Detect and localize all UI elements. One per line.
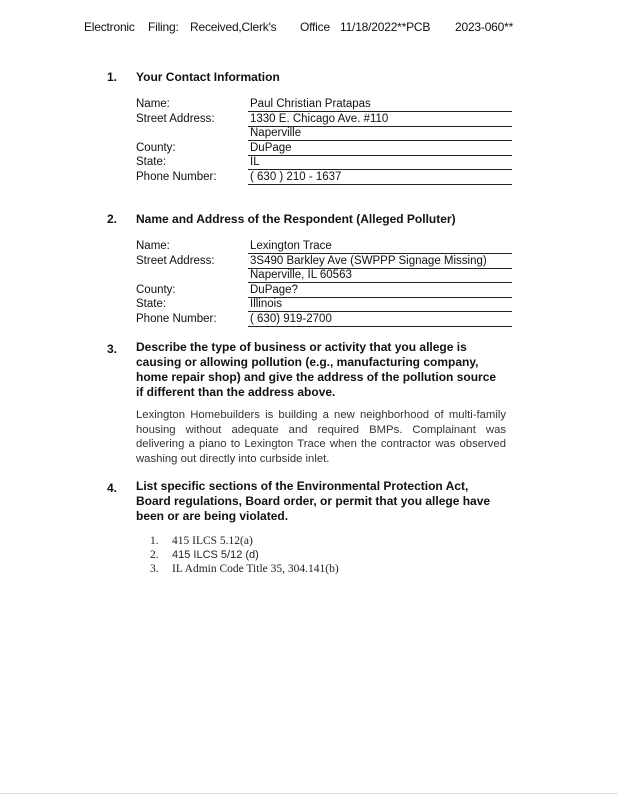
contact-name-value: Paul Christian Pratapas bbox=[248, 98, 512, 112]
section-4-number: 4. bbox=[107, 481, 118, 495]
section-1-title: Your Contact Information bbox=[136, 70, 280, 84]
field-label: County: bbox=[136, 142, 176, 154]
section-1-number: 1. bbox=[107, 70, 118, 84]
respondent-state-row bbox=[136, 298, 510, 312]
header-electronic: Electronic bbox=[84, 20, 135, 34]
respondent-state-value: Illinois bbox=[248, 298, 512, 312]
respondent-city-value: Naperville, IL 60563 bbox=[248, 269, 512, 283]
list-item-text: 415 ILCS 5/12 (d) bbox=[172, 549, 259, 561]
section-4-title-line: been or are being violated. bbox=[136, 509, 289, 523]
page-bottom-divider bbox=[0, 793, 618, 794]
section-3-number: 3. bbox=[107, 342, 118, 356]
contact-city-value: Naperville bbox=[248, 127, 512, 141]
field-label: Name: bbox=[136, 98, 170, 110]
field-label: State: bbox=[136, 156, 167, 168]
respondent-street-value: 3S490 Barkley Ave (SWPPP Signage Missing) bbox=[248, 255, 512, 269]
contact-phone-row bbox=[136, 171, 510, 185]
respondent-phone-row bbox=[136, 313, 510, 327]
business-description: Lexington Homebuilders is building a new neighborhood of multi-family housing without adequate and required BMPs. Complainant was delivering a piano to Lexington Trace when the contractor was observed washing out directly into curbside inlet. bbox=[136, 409, 506, 465]
respondent-street-row bbox=[136, 255, 510, 269]
list-item-number: 2. bbox=[150, 549, 159, 561]
list-item-number: 3. bbox=[150, 563, 159, 575]
section-2-number: 2. bbox=[107, 212, 118, 226]
section-3-title-line: if different than the address above. bbox=[136, 385, 336, 399]
contact-street-row bbox=[136, 113, 510, 127]
contact-phone-value: ( 630 ) 210 - 1637 bbox=[248, 171, 512, 185]
section-3-title-line: Describe the type of business or activity that you allege is bbox=[136, 340, 467, 354]
contact-street-value: 1330 E. Chicago Ave. #110 bbox=[248, 113, 512, 127]
contact-state-row bbox=[136, 156, 510, 170]
list-item-number: 1. bbox=[150, 535, 159, 547]
header-office: Office bbox=[300, 20, 330, 34]
field-label: Phone Number: bbox=[136, 313, 217, 325]
contact-name-row bbox=[136, 98, 510, 112]
section-4-title-line: Board regulations, Board order, or permit that you allege have bbox=[136, 494, 491, 508]
header-case-number: 2023-060** bbox=[455, 20, 514, 34]
respondent-city-row bbox=[136, 269, 510, 283]
list-item bbox=[150, 548, 339, 562]
filing-header bbox=[84, 20, 524, 38]
list-item-text: 415 ILCS 5.12(a) bbox=[172, 535, 253, 547]
respondent-name-value: Lexington Trace bbox=[248, 240, 512, 254]
field-label: Name: bbox=[136, 240, 170, 252]
respondent-county-row bbox=[136, 284, 510, 298]
respondent-name-row bbox=[136, 240, 510, 254]
contact-state-value: IL bbox=[248, 156, 512, 170]
list-item bbox=[150, 534, 339, 548]
contact-city-row bbox=[136, 127, 510, 141]
section-2-title: Name and Address of the Respondent (Alleged Polluter) bbox=[136, 212, 456, 226]
section-3-title bbox=[136, 340, 516, 400]
respondent-phone-value: ( 630) 919-2700 bbox=[248, 313, 512, 327]
contact-county-row bbox=[136, 142, 510, 156]
field-label: Phone Number: bbox=[136, 171, 217, 183]
section-3-title-line: causing or allowing pollution (e.g., manufacturing company, bbox=[136, 355, 479, 369]
contact-county-value: DuPage bbox=[248, 142, 512, 156]
section-4-title-line: List specific sections of the Environmental Protection Act, bbox=[136, 479, 469, 493]
header-filing: Filing: bbox=[148, 20, 179, 34]
field-label: Street Address: bbox=[136, 255, 215, 267]
list-item-text: IL Admin Code Title 35, 304.141(b) bbox=[172, 563, 339, 575]
header-date: 11/18/2022**PCB bbox=[340, 20, 431, 34]
section-3-title-line: home repair shop) and give the address of the pollution source bbox=[136, 370, 497, 384]
violations-list bbox=[150, 534, 339, 576]
respondent-county-value: DuPage? bbox=[248, 284, 512, 298]
section-4-title bbox=[136, 479, 516, 524]
field-label: Street Address: bbox=[136, 113, 215, 125]
header-received: Received,Clerk's bbox=[190, 20, 277, 34]
field-label: State: bbox=[136, 298, 167, 310]
field-label: County: bbox=[136, 284, 176, 296]
list-item bbox=[150, 562, 339, 576]
